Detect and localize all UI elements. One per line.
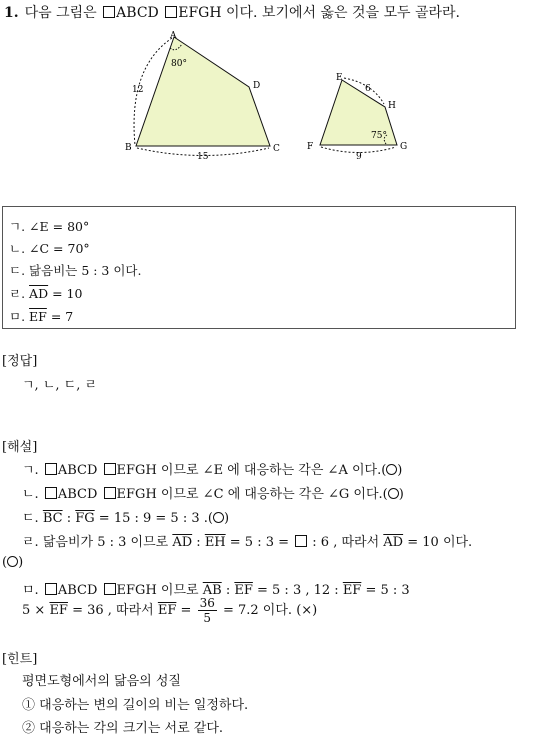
explanation-line-6: 5 × EF = 36 , 따라서 EF = $\frac{36}{5}$ = 7.2 이다. (×) bbox=[22, 596, 318, 625]
circle-mark-icon bbox=[213, 512, 224, 523]
question-text: 1. 다음 그림은 ABCD EFGH 이다. 보기에서 옳은 것을 모두 골라라. bbox=[4, 5, 461, 21]
hint-item: ① 대응하는 변의 길이의 비는 일정하다. bbox=[22, 698, 249, 713]
label-c: C bbox=[273, 144, 280, 154]
explanation-line-3: ㄷ. BC : FG = 15 : 9 = 5 : 3 .( ) bbox=[22, 511, 230, 526]
hint-title: 평면도형에서의 닮음의 성질 bbox=[22, 674, 181, 689]
square-symbol bbox=[45, 463, 57, 475]
question-number: 1. bbox=[4, 5, 19, 21]
explanation-line-1: ㄱ. ABCD EFGH 이므로 ∠E 에 대응하는 각은 ∠A 이다.( ) bbox=[22, 463, 403, 478]
angle-a-label: 80° bbox=[171, 59, 187, 69]
similar-quadrilaterals-figure bbox=[120, 28, 420, 168]
option-item: ㄴ. ∠C = 70° bbox=[9, 241, 90, 256]
side-fg-label: 9 bbox=[356, 152, 362, 162]
explanation-line-4b: ( ) bbox=[2, 555, 24, 570]
square-symbol bbox=[45, 583, 57, 595]
side-eh-label: 6 bbox=[365, 84, 371, 94]
square-symbol bbox=[45, 487, 57, 499]
square-symbol bbox=[104, 487, 116, 499]
circle-mark-icon bbox=[7, 556, 18, 567]
explanation-header: [해설] bbox=[2, 440, 38, 455]
quadrilateral-abcd bbox=[125, 31, 280, 162]
label-e: E bbox=[336, 73, 343, 83]
options-box bbox=[2, 206, 516, 329]
abcd-shape bbox=[136, 37, 270, 146]
side-ab-label: 12 bbox=[132, 85, 144, 95]
option-item: ㄱ. ∠E = 80° bbox=[9, 219, 90, 234]
hint-header: [힌트] bbox=[2, 652, 38, 667]
answer-header: [정답] bbox=[2, 354, 38, 369]
fraction: $\frac{36}{5}$ bbox=[199, 596, 215, 625]
circle-mark-icon bbox=[386, 464, 397, 475]
angle-g-label: 75° bbox=[371, 131, 387, 141]
explanation-line-4: ㄹ. 닮음비가 5 : 3 이므로 AD : EH = 5 : 3 = : 6 , 따라서 AD = 10 이다. bbox=[22, 535, 473, 550]
circle-mark-icon bbox=[388, 488, 399, 499]
option-item: ㅁ. EF = 7 bbox=[9, 309, 74, 324]
square-symbol bbox=[104, 583, 116, 595]
label-a: A bbox=[170, 31, 177, 41]
square-symbol bbox=[103, 6, 115, 18]
label-h: H bbox=[388, 101, 396, 111]
answer-text: ㄱ, ㄴ, ㄷ, ㄹ bbox=[22, 378, 98, 393]
quadrilateral-efgh bbox=[307, 73, 407, 162]
option-item: ㄹ. AD = 10 bbox=[9, 286, 83, 301]
hint-item: ② 대응하는 각의 크기는 서로 같다. bbox=[22, 721, 224, 736]
explanation-line-5: ㅁ. ABCD EFGH 이므로 AB : EF = 5 : 3 , 12 : EF = 5 : 3 bbox=[22, 583, 410, 598]
label-g: G bbox=[400, 142, 408, 152]
option-item: ㄷ. 닮음비는 5 : 3 이다. bbox=[9, 263, 142, 278]
side-bc-label: 15 bbox=[197, 152, 209, 162]
explanation-line-2: ㄴ. ABCD EFGH 이므로 ∠C 에 대응하는 각은 ∠G 이다.( ) bbox=[22, 487, 404, 502]
square-symbol bbox=[104, 463, 116, 475]
label-b: B bbox=[125, 143, 132, 153]
label-d: D bbox=[253, 81, 261, 91]
label-f: F bbox=[307, 142, 314, 152]
blank-box bbox=[295, 535, 307, 547]
square-symbol bbox=[165, 6, 177, 18]
